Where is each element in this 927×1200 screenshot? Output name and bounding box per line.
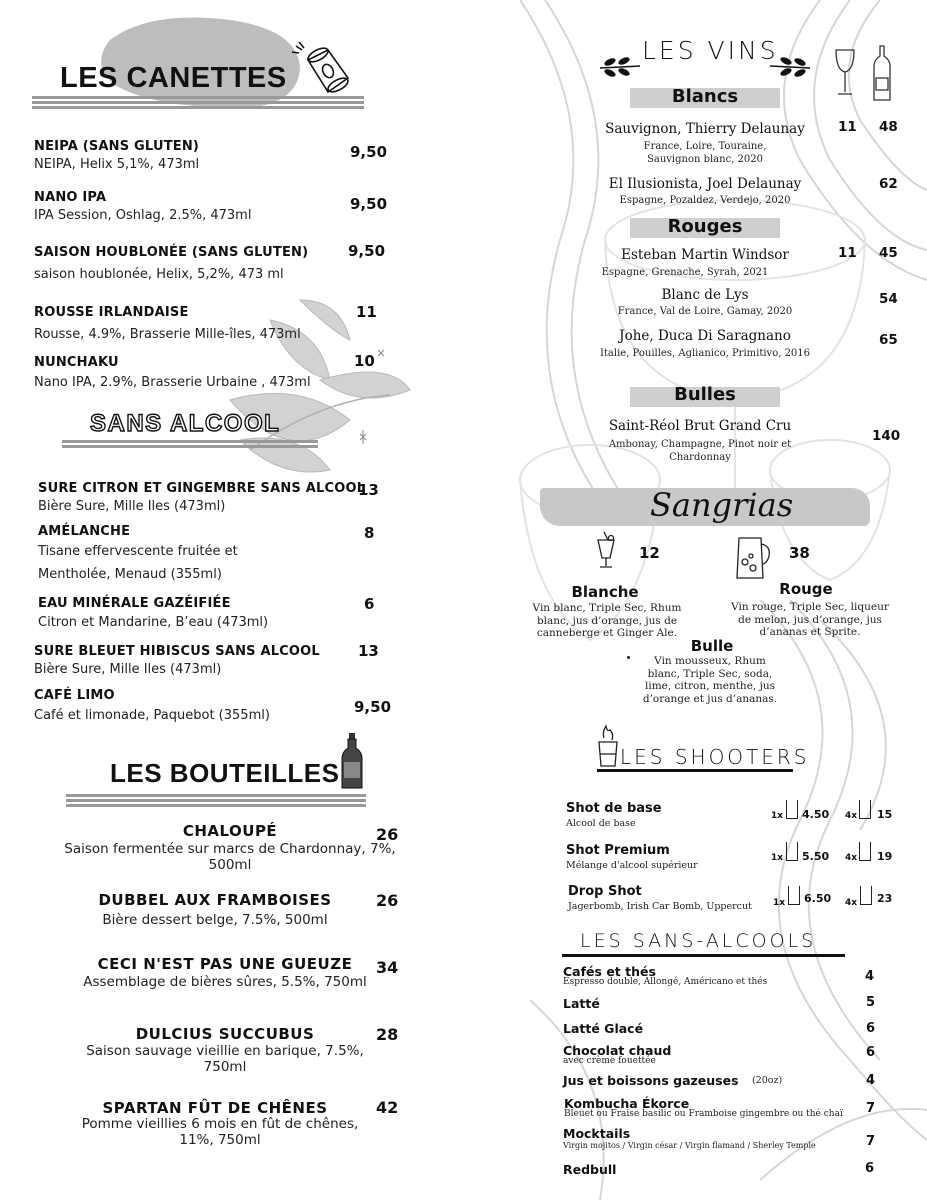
sa-item-price: 6 xyxy=(865,1161,875,1176)
shooter-qty-single: 1x xyxy=(771,853,784,863)
sa-item-price: 5 xyxy=(866,995,876,1010)
sans-alcool-item-name: SURE CITRON ET GINGEMBRE SANS ALCOOL xyxy=(38,481,366,496)
wine-item-bottle-price: 62 xyxy=(879,176,898,192)
sans-alcool-item-price: 9,50 xyxy=(354,698,392,716)
sans-alcool-item-desc: Bière Sure, Mille Iles (473ml) xyxy=(34,662,222,677)
sa-item-name: Cafés et thés xyxy=(563,964,656,979)
shooter-qty-single: 1x xyxy=(773,898,786,908)
canettes-title: LES CANETTES xyxy=(60,62,287,94)
sans-alcool-item-desc: Café et limonade, Paquebot (355ml) xyxy=(34,708,270,723)
canette-item-name: NANO IPA xyxy=(34,190,107,205)
shot-glass-icon xyxy=(788,886,800,905)
bouteille-item-price: 28 xyxy=(376,1025,399,1044)
shooter-item-name: Drop Shot xyxy=(568,884,642,899)
vins-title: LES VINS xyxy=(642,36,779,65)
sa-item-desc: avec crème fouettée xyxy=(563,1056,656,1066)
sans-alcool-item-price: 13 xyxy=(358,642,379,660)
bouteille-item-desc: Saison sauvage vieillie en barique, 7.5%, 750ml xyxy=(86,1043,364,1075)
wine-item-bottle-price: 54 xyxy=(879,291,898,307)
wine-item-desc: France, Loire, Touraine, Sauvignon blanc, 2020 xyxy=(643,141,767,165)
bouteilles-title: LES BOUTEILLES xyxy=(110,758,340,788)
wine-item-name: El Ilusionista, Joel Delaunay xyxy=(608,176,802,192)
canette-item-desc: Nano IPA, 2.9%, Brasserie Urbaine , 473ml xyxy=(34,375,311,390)
sans-alcool-item-desc: Tisane effervescente fruitée et xyxy=(38,544,238,559)
shooter-price-single: 6.50 xyxy=(804,892,832,905)
sa-item-name: Mocktails xyxy=(563,1126,631,1141)
bouteille-item-price: 34 xyxy=(376,958,399,977)
sa-item-name: Jus et boissons gazeuses xyxy=(563,1073,739,1088)
sa-item-name: Latté Glacé xyxy=(563,1021,644,1036)
sans-alcool-item-price: 6 xyxy=(364,595,375,613)
wine-item-name: Sauvignon, Thierry Delaunay xyxy=(605,121,805,137)
sans-alcool-item-name: SURE BLEUET HIBISCUS SANS ALCOOL xyxy=(34,644,320,659)
wine-item-glass-price: 11 xyxy=(838,245,857,261)
wine-item-name: Saint-Réol Brut Grand Cru xyxy=(608,418,792,434)
shooter-item-desc: Mélange d'alcool supérieur xyxy=(566,860,698,871)
sa-item-name: Latté xyxy=(563,996,600,1011)
sans-alcool-title: SANS ALCOOL xyxy=(90,410,281,437)
wine-item-name: Esteban Martin Windsor xyxy=(621,247,789,263)
wine-item-bottle-price: 140 xyxy=(872,428,901,444)
laurel-right-icon xyxy=(768,52,812,80)
shooter-price-four: 23 xyxy=(877,892,893,905)
bouteille-item-desc: Assemblage de bières sûres, 5.5%, 750ml xyxy=(83,974,367,990)
rouges-title: Rouges xyxy=(667,216,743,237)
sa-item-price: 7 xyxy=(866,1134,876,1149)
sans-alcool-item-name: AMÉLANCHE xyxy=(38,524,131,539)
sans-alcool-stripes xyxy=(62,440,318,454)
shooter-item-desc: Jagerbomb, Irish Car Bomb, Uppercut xyxy=(568,901,752,912)
sangria-glass-price: 12 xyxy=(639,544,660,562)
canette-item-desc: Rousse, 4.9%, Brasserie Mille-îles, 473ml xyxy=(34,327,301,342)
wine-item-bottle-price: 65 xyxy=(879,332,898,348)
shooter-qty-four: 4x xyxy=(845,898,858,908)
shot-glass-icon xyxy=(786,800,798,819)
pitcher-icon xyxy=(733,532,773,582)
shot-glass-icon xyxy=(860,886,872,905)
laurel-left-icon xyxy=(598,52,642,80)
sangria-item-name: Blanche xyxy=(571,583,639,601)
bouteille-item-name: SPARTAN FÛT DE CHÊNES xyxy=(102,1099,328,1117)
sa-item-desc: Espresso double, Allongé, Américano et thés xyxy=(563,977,768,987)
wine-item-desc: Ambonay, Champagne, Pinot noir et Chardonnay xyxy=(608,439,792,463)
wine-glass-bottle-icon xyxy=(828,44,900,102)
shooter-qty-four: 4x xyxy=(845,811,858,821)
sans-alcool-item-name: CAFÉ LIMO xyxy=(34,688,115,703)
shot-glass-fire-icon xyxy=(596,724,620,770)
sa-item-name: Redbull xyxy=(563,1162,617,1177)
wine-item-bottle-price: 48 xyxy=(879,119,898,135)
sangria-item-desc: Vin rouge, Triple Sec, liqueur de melon, jus d’orange, jus d’ananas et Sprite. xyxy=(731,601,889,638)
shooters-title: LES SHOOTERS xyxy=(620,745,810,769)
sa-item-price: 7 xyxy=(866,1101,876,1116)
shooter-qty-single: 1x xyxy=(771,811,784,821)
bouteille-item-price: 26 xyxy=(376,891,399,910)
bouteille-item-desc: Saison fermentée sur marcs de Chardonnay, 7%, 500ml xyxy=(64,841,396,873)
sangrias-title: Sangrias xyxy=(650,486,794,524)
sa-item-desc: Virgin mojitos / Virgin césar / Virgin flamand / Sherley Temple xyxy=(563,1141,816,1150)
sangria-item-name: Rouge xyxy=(779,580,833,598)
bouteille-item-name: DUBBEL AUX FRAMBOISES xyxy=(98,891,332,909)
sans-alcool-item-price: 13 xyxy=(358,481,379,499)
canette-item-name: NEIPA (SANS GLUTEN) xyxy=(34,139,200,154)
canette-item-price: 9,50 xyxy=(348,242,386,260)
canette-item-desc: saison houblonée, Helix, 5,2%, 473 ml xyxy=(34,267,284,282)
bouteille-item-name: DULCIUS SUCCUBUS xyxy=(135,1025,315,1043)
sa-item-price: 6 xyxy=(866,1021,876,1036)
wine-item-desc: Espagne, Grenache, Syrah, 2021 xyxy=(601,267,769,278)
canette-item-price: 9,50 xyxy=(350,143,388,161)
bouteille-item-price: 42 xyxy=(376,1098,399,1117)
shooters-underline xyxy=(597,769,793,772)
bouteille-item-desc: Pomme vieillies 6 mois en fût de chênes, 11%, 750ml xyxy=(81,1116,359,1148)
bouteille-item-name: CECI N'EST PAS UNE GUEUZE xyxy=(97,955,353,973)
shooter-qty-four: 4x xyxy=(845,853,858,863)
wine-item-desc: France, Val de Loire, Gamay, 2020 xyxy=(617,306,793,317)
sans-alcool-item-price: 8 xyxy=(364,524,375,542)
shot-glass-icon xyxy=(859,842,871,861)
bulles-title: Bulles xyxy=(674,384,736,405)
sans-alcool-item-name: EAU MINÉRALE GAZÉIFIÉE xyxy=(38,596,231,611)
bullet-dot xyxy=(627,656,630,659)
sans-alcool-item-desc: Bière Sure, Mille Iles (473ml) xyxy=(38,499,226,514)
canette-item-name: SAISON HOUBLONÉE (SANS GLUTEN) xyxy=(34,245,309,260)
wine-item-desc: Espagne, Pozaldez, Verdejo, 2020 xyxy=(619,195,791,206)
canette-item-price: 11 xyxy=(356,303,377,321)
canette-item-name: ROUSSE IRLANDAISE xyxy=(34,305,189,320)
sans-alcools-title: LES SANS-ALCOOLS xyxy=(580,930,817,952)
can-icon xyxy=(290,38,360,98)
bouteille-item-name: CHALOUPÉ xyxy=(182,822,278,840)
wine-item-name: Johe, Duca Di Saragnano xyxy=(619,328,791,344)
wine-item-name: Blanc de Lys xyxy=(661,287,749,303)
shooter-item-desc: Alcool de base xyxy=(566,818,636,829)
canette-item-desc: IPA Session, Oshlag, 2.5%, 473ml xyxy=(34,208,252,223)
wine-item-bottle-price: 45 xyxy=(879,245,898,261)
bottle-icon xyxy=(340,732,364,790)
shot-glass-icon xyxy=(859,800,871,819)
shot-glass-icon xyxy=(786,842,798,861)
bouteilles-stripes xyxy=(66,794,366,808)
shooter-price-four: 19 xyxy=(877,850,893,863)
sa-item-note: (20oz) xyxy=(752,1075,783,1086)
shooter-price-single: 5.50 xyxy=(802,850,830,863)
shooter-item-name: Shot Premium xyxy=(566,843,670,858)
wine-item-glass-price: 11 xyxy=(838,119,857,135)
sangria-pitcher-price: 38 xyxy=(789,544,810,562)
blancs-title: Blancs xyxy=(671,86,739,107)
sans-alcools-underline xyxy=(562,954,845,957)
sa-item-desc: Bleuet ou Fraise basilic ou Framboise gingembre ou thé chaï xyxy=(564,1109,843,1119)
shooter-price-four: 15 xyxy=(877,808,893,821)
canette-item-price: 9,50 xyxy=(350,195,388,213)
sangria-item-name: Bulle xyxy=(690,637,734,655)
shooter-item-name: Shot de base xyxy=(566,801,662,816)
bouteille-item-price: 26 xyxy=(376,825,399,844)
sans-alcool-item-desc: Mentholée, Menaud (355ml) xyxy=(38,567,222,582)
sans-alcool-item-desc: Citron et Mandarine, B’eau (473ml) xyxy=(38,615,269,630)
canette-item-price: 10 xyxy=(354,352,375,370)
sa-item-price: 6 xyxy=(866,1045,876,1060)
wine-item-desc: Italie, Pouilles, Aglianico, Primitivo, 2016 xyxy=(599,348,811,359)
sangria-item-desc: Vin mousseux, Rhum blanc, Triple Sec, soda, lime, citron, menthe, jus d’orange et jus d’ananas. xyxy=(642,655,778,705)
sa-item-name: Kombucha Ékorce xyxy=(564,1096,690,1111)
sa-item-price: 4 xyxy=(865,969,875,984)
sangria-item-desc: Vin blanc, Triple Sec, Rhum blanc, jus d’orange, jus de canneberge et Ginger Ale. xyxy=(532,602,682,639)
canettes-stripes xyxy=(32,96,364,110)
canette-item-desc: NEIPA, Helix 5,1%, 473ml xyxy=(34,157,200,172)
sa-item-price: 4 xyxy=(866,1073,876,1088)
canette-item-name: NUNCHAKU xyxy=(34,355,119,370)
bouteille-item-desc: Bière dessert belge, 7.5%, 500ml xyxy=(102,912,328,928)
sa-item-name: Chocolat chaud xyxy=(563,1043,672,1058)
shooter-price-single: 4.50 xyxy=(802,808,830,821)
cocktail-glass-icon xyxy=(594,530,618,570)
